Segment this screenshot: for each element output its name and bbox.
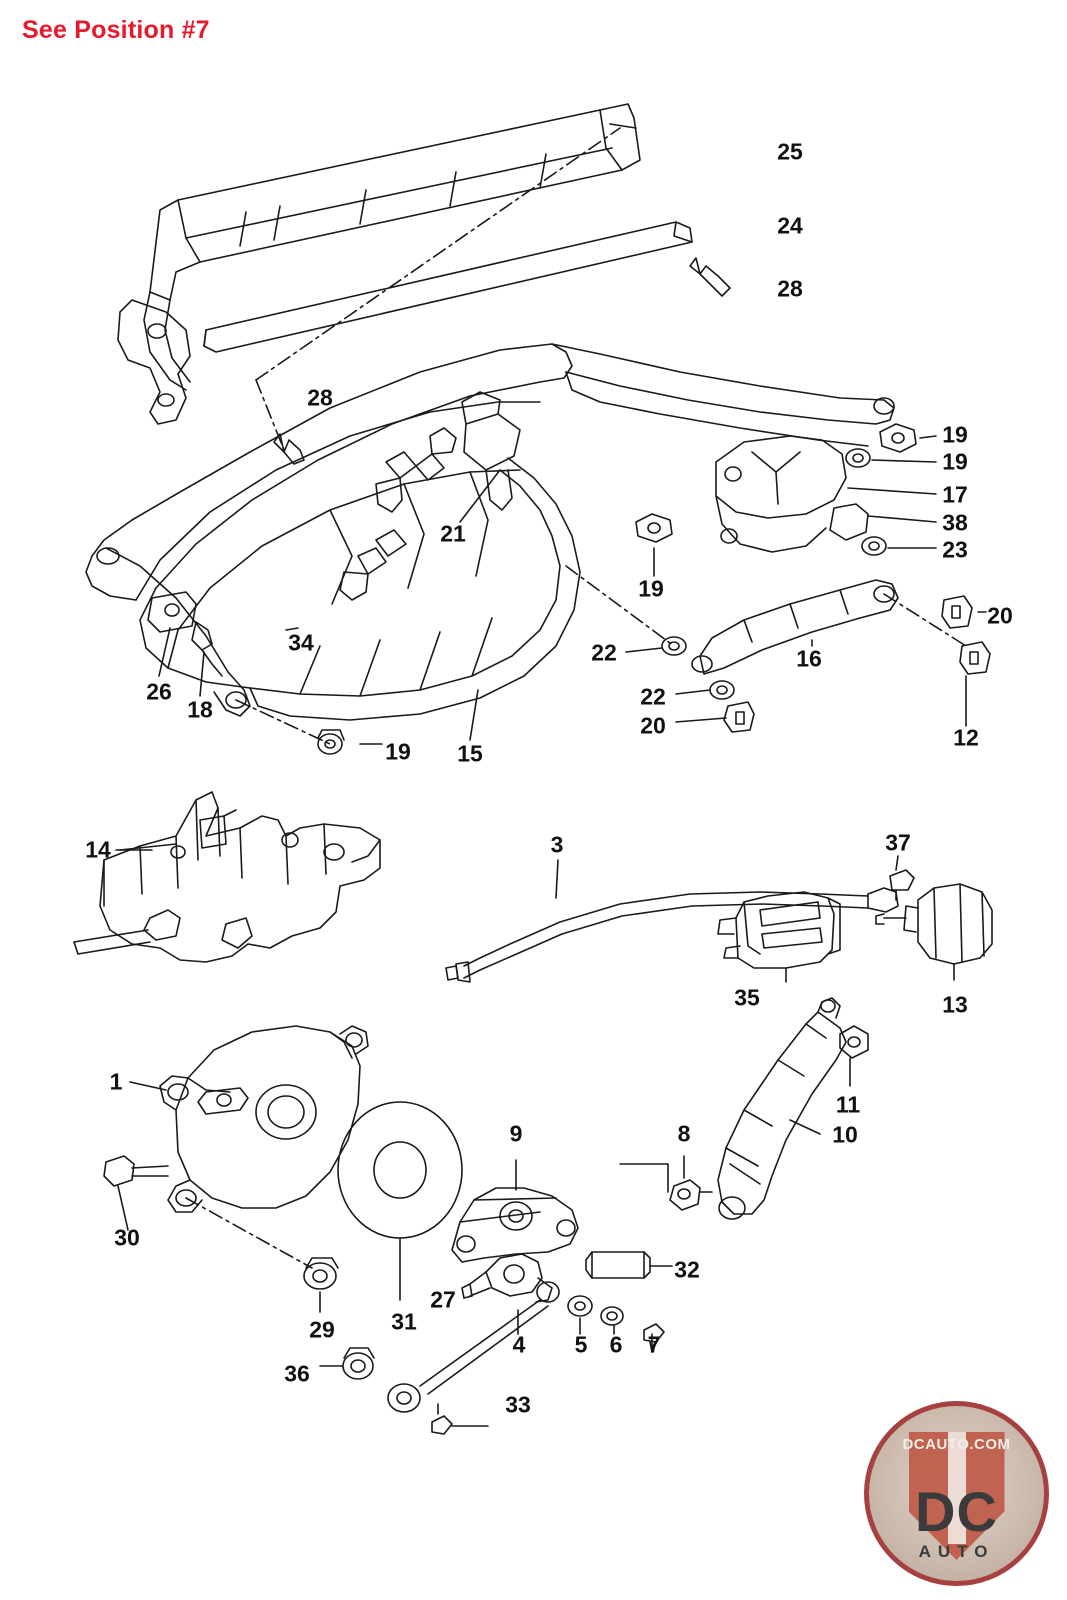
callout-28-left: 28 <box>307 384 333 411</box>
callout-3: 3 <box>550 831 564 858</box>
callout-9: 9 <box>509 1120 523 1147</box>
callout-21: 21 <box>440 520 466 547</box>
callout-32: 32 <box>674 1256 700 1283</box>
callout-1: 1 <box>109 1068 123 1095</box>
callout-34: 34 <box>288 629 314 656</box>
callout-30: 30 <box>114 1224 140 1251</box>
watermark-top-text: DCAUTO.COM <box>902 1436 1011 1453</box>
watermark-logo <box>864 1401 1049 1586</box>
callout-23: 23 <box>942 536 968 563</box>
callout-18: 18 <box>187 696 213 723</box>
callout-24: 24 <box>777 212 803 239</box>
motor-13 <box>876 856 992 980</box>
callout-13: 13 <box>942 991 968 1018</box>
cable-3 <box>446 860 898 982</box>
callout-26: 26 <box>146 678 172 705</box>
callout-5: 5 <box>574 1331 588 1358</box>
callout-4: 4 <box>512 1331 526 1358</box>
callout-12: 12 <box>953 724 979 751</box>
callout-16: 16 <box>796 645 822 672</box>
callout-28-top: 28 <box>777 275 803 302</box>
callout-25: 25 <box>777 138 803 165</box>
callout-11: 11 <box>835 1091 861 1118</box>
callout-7: 7 <box>647 1331 661 1358</box>
callout-19-upper-right-a: 19 <box>942 421 968 448</box>
callout-37: 37 <box>885 829 911 856</box>
bracket-14 <box>74 792 380 962</box>
callout-22-upper: 22 <box>591 639 617 666</box>
callout-19-lower-left: 19 <box>385 738 411 765</box>
callout-17: 17 <box>942 481 968 508</box>
callout-15: 15 <box>457 740 483 767</box>
callout-8: 8 <box>677 1120 691 1147</box>
callout-35: 35 <box>734 984 760 1011</box>
watermark-sub-text: AUTO <box>918 1542 995 1561</box>
right-linkage-assembly <box>552 344 990 732</box>
callout-20-lower: 20 <box>640 712 666 739</box>
callout-20-right: 20 <box>987 602 1013 629</box>
callout-27: 27 <box>430 1286 456 1313</box>
callout-19-upper-right-b: 19 <box>942 448 968 475</box>
callout-10: 10 <box>832 1121 858 1148</box>
callout-14: 14 <box>85 836 111 863</box>
callout-36: 36 <box>284 1360 310 1387</box>
callout-22-lower: 22 <box>640 683 666 710</box>
callout-29: 29 <box>309 1316 335 1343</box>
callout-33: 33 <box>505 1391 531 1418</box>
drive-unit-1 <box>104 1026 462 1312</box>
callout-31: 31 <box>391 1308 417 1335</box>
watermark-badge <box>864 1401 1049 1586</box>
callout-6: 6 <box>609 1331 623 1358</box>
callout-19-center: 19 <box>638 575 664 602</box>
page-title: See Position #7 <box>22 16 210 44</box>
callout-38: 38 <box>942 509 968 536</box>
watermark-main-text: DC <box>915 1480 998 1543</box>
